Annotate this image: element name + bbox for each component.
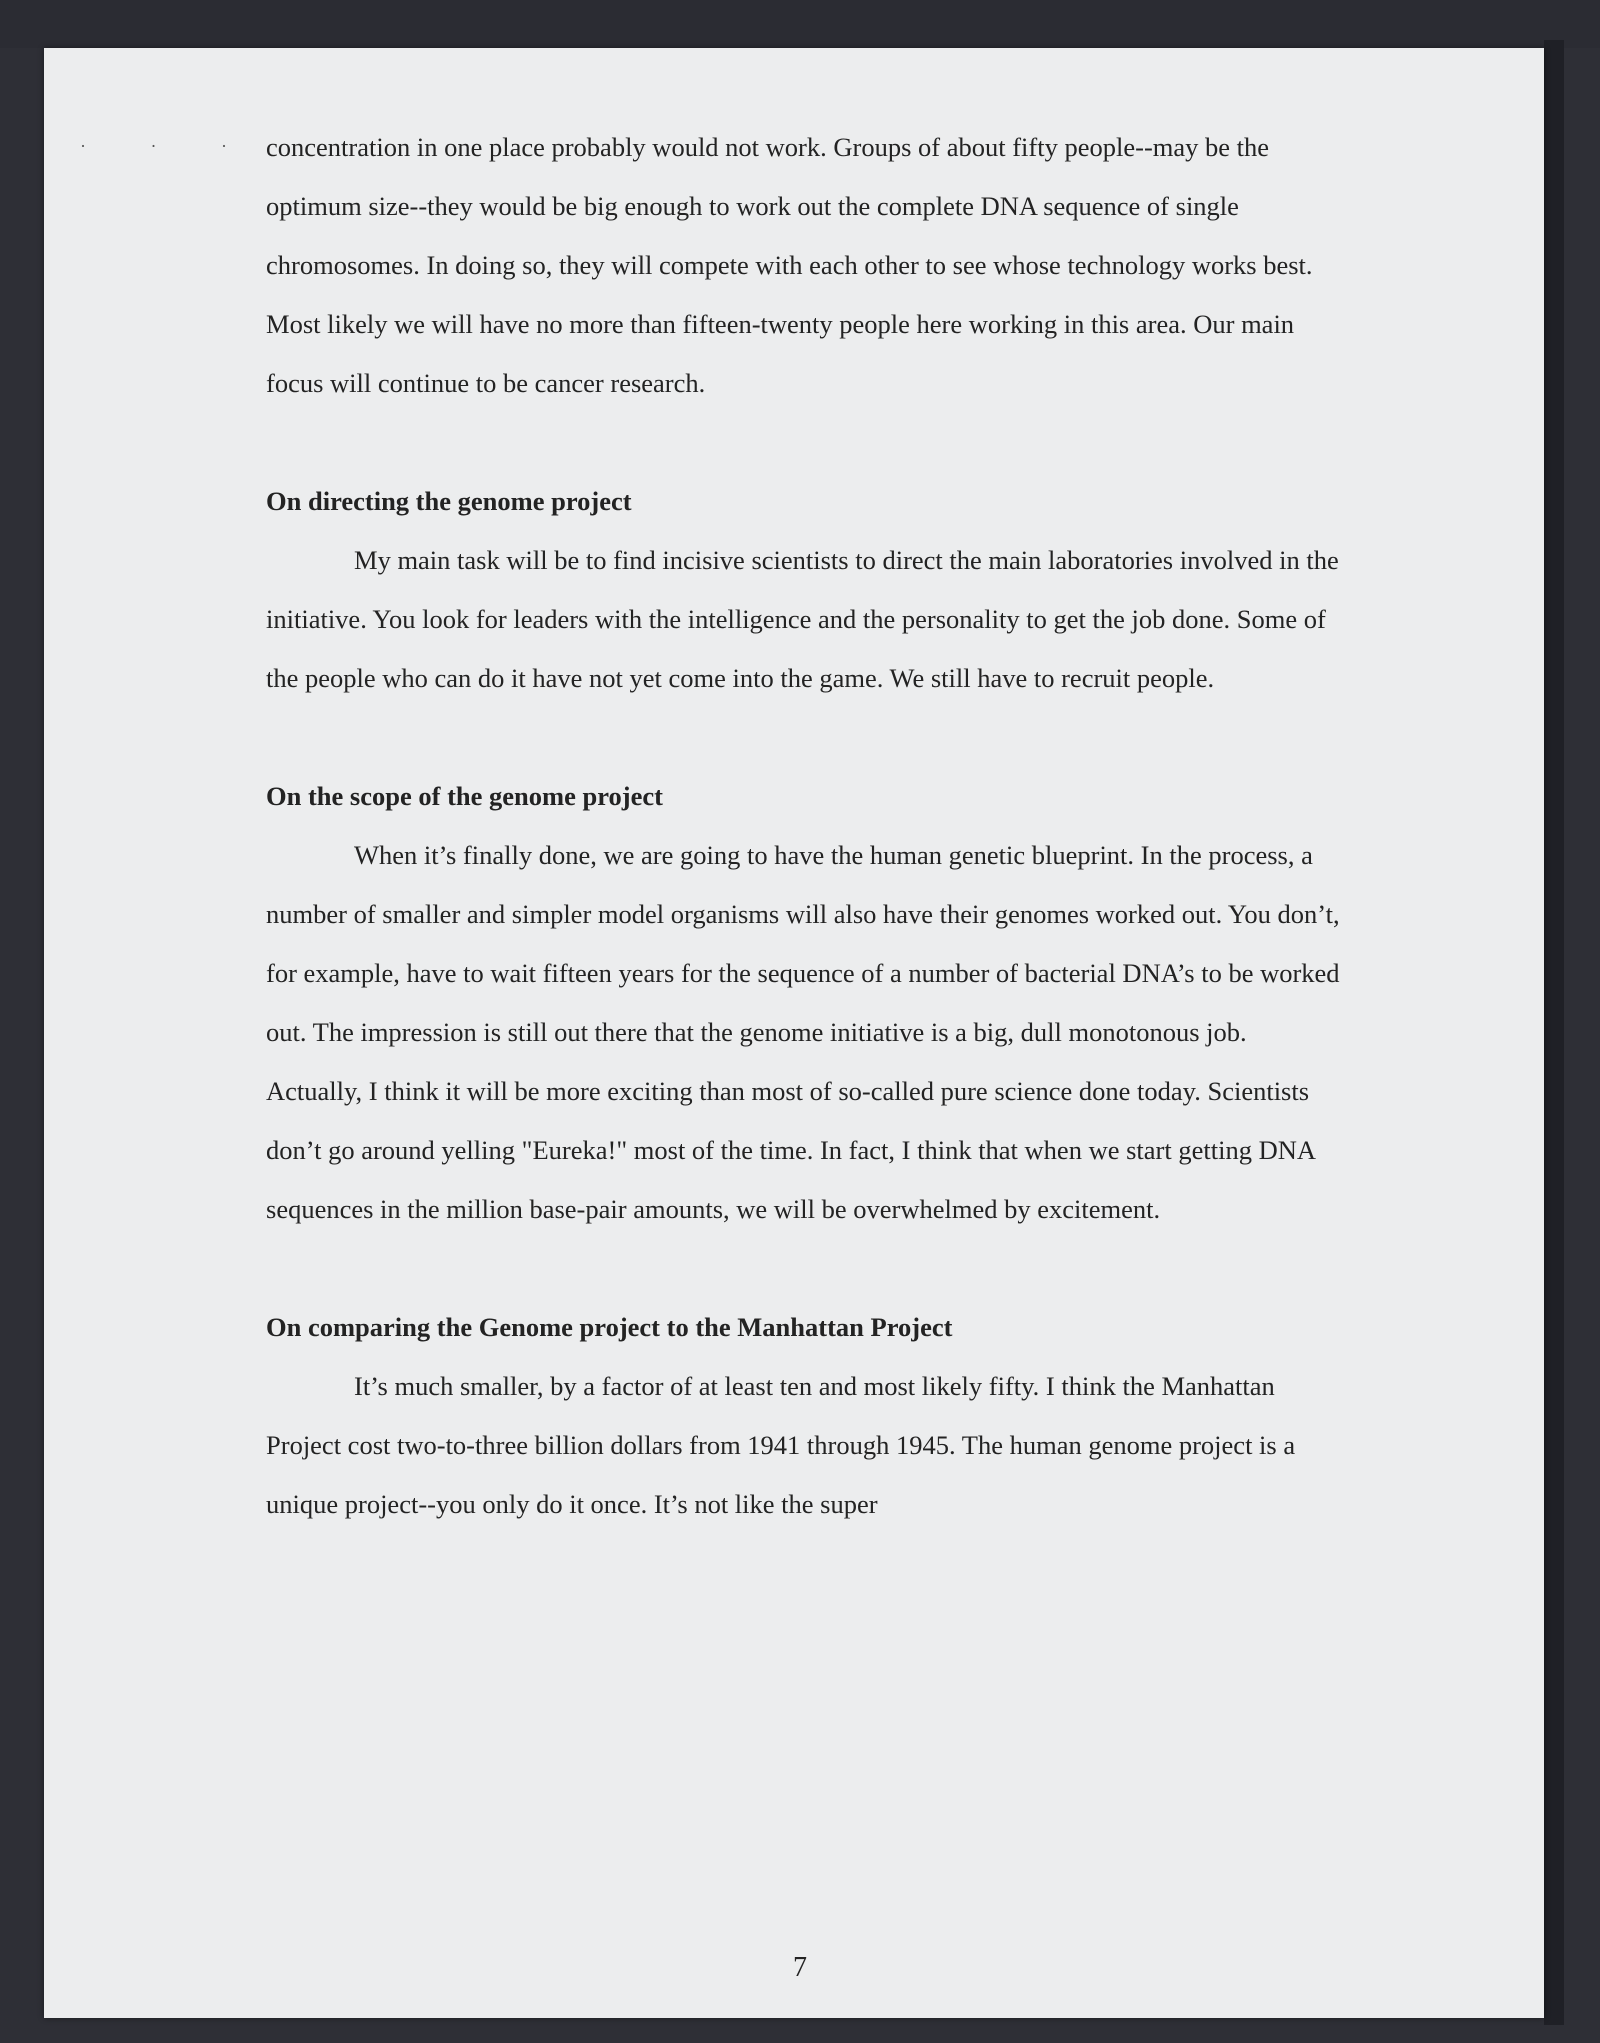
section-heading-directing: On directing the genome project: [266, 486, 632, 516]
section-heading-manhattan: On comparing the Genome project to the Manhattan Project: [266, 1312, 953, 1342]
document-body: [266, 118, 1346, 1534]
section-gap: [266, 708, 1346, 767]
section-gap: [266, 413, 1346, 472]
paragraph-continuation: concentration in one place probably would not work. Groups of about fifty people--may be the optimum size--they would be big enough to work out the complete DNA sequence of single chromosomes. In doing so, they will compete with each other to see whose technology works best. Most likely we will have no more than fifteen-twenty people here working in this area. Our main focus will continue to be cancer research.: [266, 132, 1313, 398]
paragraph-manhattan: It’s much smaller, by a factor of at least ten and most likely fifty. I think the Manhattan Project cost two-to-three billion dollars from 1941 through 1945. The human genome project is a unique project--you only do it once. It’s not like the super: [266, 1371, 1296, 1519]
section-heading-scope: On the scope of the genome project: [266, 781, 663, 811]
scan-background-top: [0, 0, 1600, 48]
scan-background-edge: [1544, 40, 1564, 2025]
page-number: 7: [793, 1952, 807, 1983]
margin-marks: · · ·: [80, 136, 257, 156]
paragraph-scope: When it’s finally done, we are going to have the human genetic blueprint. In the process, a number of smaller and simpler model organisms will also have their genomes worked out. You don’t, for example, have to wait fifteen years for the sequence of a number of bacterial DNA’s to be worked out. The impression is still out there that the genome initiative is a big, dull monotonous job. Actually, I think it will be more exciting than most of so-called pure science done today. Scientists don’t go around yelling "Eureka!" most of the time. In fact, I think that when we start getting DNA sequences in the million base-pair amounts, we will be overwhelmed by excitement.: [266, 840, 1340, 1224]
section-gap: [266, 1239, 1346, 1298]
paragraph-directing: My main task will be to find incisive scientists to direct the main laboratories involved in the initiative. You look for leaders with the intelligence and the personality to get the job done. Some of the people who can do it have not yet come into the game. We still have to recruit people.: [266, 545, 1339, 693]
